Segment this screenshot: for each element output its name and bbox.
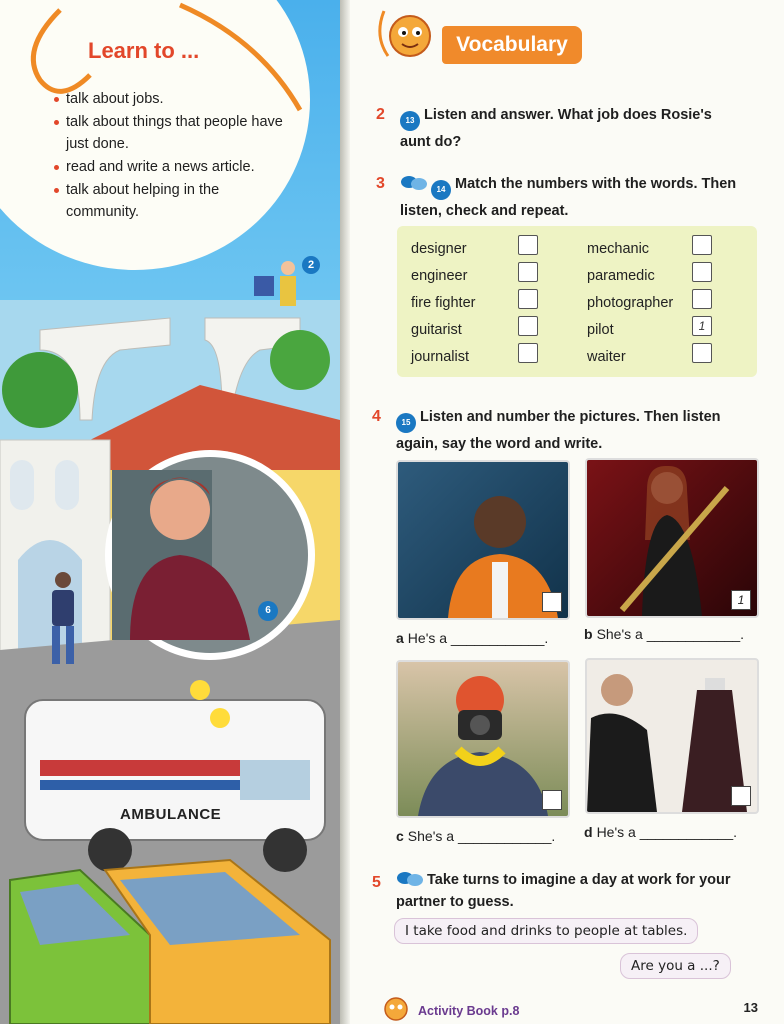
page-number: 13 (743, 1000, 758, 1015)
caption-b: b She's a ____________. (584, 626, 745, 642)
word-waiter: waiter (587, 349, 626, 365)
word-engineer: engineer (411, 268, 468, 284)
learn-to-list (54, 88, 284, 224)
number-box-d[interactable] (731, 786, 751, 806)
number-box[interactable] (518, 235, 538, 255)
photo-b-guitarist (585, 458, 759, 618)
word-match-box (397, 226, 757, 377)
number-box[interactable] (518, 289, 538, 309)
word-photographer: photographer (587, 295, 674, 311)
exercise-2-instruction: 13 Listen and answer. What job does Rosie's aunt do? (400, 107, 712, 150)
number-box[interactable] (692, 343, 712, 363)
word-guitarist: guitarist (411, 322, 462, 338)
word-mechanic: mechanic (587, 241, 650, 257)
marker-2: 2 (302, 256, 320, 274)
exercise-2-number: 2 (376, 106, 385, 123)
audio-track-icon[interactable]: 15 (396, 413, 416, 433)
word-paramedic: paramedic (587, 268, 655, 284)
exercise-5-number: 5 (372, 874, 381, 891)
number-box[interactable] (692, 235, 712, 255)
caption-a: a He's a ____________. (396, 630, 549, 646)
exercise-4-number: 4 (372, 408, 381, 425)
learn-to-title: Learn to ... (88, 38, 200, 63)
number-box-c[interactable] (542, 790, 562, 810)
photo-c-photographer (396, 660, 570, 818)
learn-item: talk about things that people have just done. (54, 111, 284, 155)
speech-bubbles-icon (400, 175, 428, 191)
number-box[interactable] (518, 262, 538, 282)
exercise-3-instruction: 14 Match the numbers with the words. Then listen, check and repeat. (400, 176, 737, 219)
photo-d-designer (585, 658, 759, 814)
number-box[interactable] (518, 316, 538, 336)
number-box-b[interactable]: 1 (731, 590, 751, 610)
learn-item: talk about jobs. (54, 88, 284, 110)
vocabulary-tag: Vocabulary (442, 26, 582, 64)
exercise-3-number: 3 (376, 175, 385, 192)
page-spine (340, 0, 350, 1024)
number-box-a[interactable] (542, 592, 562, 612)
speech-bubble-2: Are you a ...? (620, 953, 731, 979)
learn-item: read and write a news article. (54, 156, 284, 178)
activity-book-link[interactable]: Activity Book p.8 (418, 1004, 520, 1018)
audio-track-icon[interactable]: 14 (431, 180, 451, 200)
ambulance-label: AMBULANCE (120, 806, 222, 823)
speech-bubble-1: I take food and drinks to people at tables. (394, 918, 698, 944)
marker-6: 6 (265, 605, 271, 616)
word-fire-fighter: fire fighter (411, 295, 476, 311)
exercise-5-instruction: Take turns to imagine a day at work for your partner to guess. (396, 872, 731, 910)
caption-c: c She's a ____________. (396, 828, 556, 844)
speech-bubbles-icon (396, 871, 424, 887)
exercise-4-instruction: 15 Listen and number the pictures. Then listen again, say the word and write. (396, 409, 721, 452)
mascot-small-icon (380, 994, 414, 1024)
mascot-icon (374, 6, 444, 76)
photo-a-firefighter (396, 460, 570, 620)
number-box-pilot[interactable]: 1 (692, 316, 712, 336)
audio-track-icon[interactable]: 13 (400, 111, 420, 131)
number-box[interactable] (692, 262, 712, 282)
number-box[interactable] (518, 343, 538, 363)
learn-item: talk about helping in the community. (54, 179, 284, 223)
caption-d: d He's a ____________. (584, 824, 738, 840)
word-journalist: journalist (411, 349, 470, 365)
vocabulary-page (350, 0, 784, 1024)
word-designer: designer (411, 241, 467, 257)
left-illustration-page (0, 0, 340, 1024)
number-box[interactable] (692, 289, 712, 309)
word-pilot: pilot (587, 322, 614, 338)
